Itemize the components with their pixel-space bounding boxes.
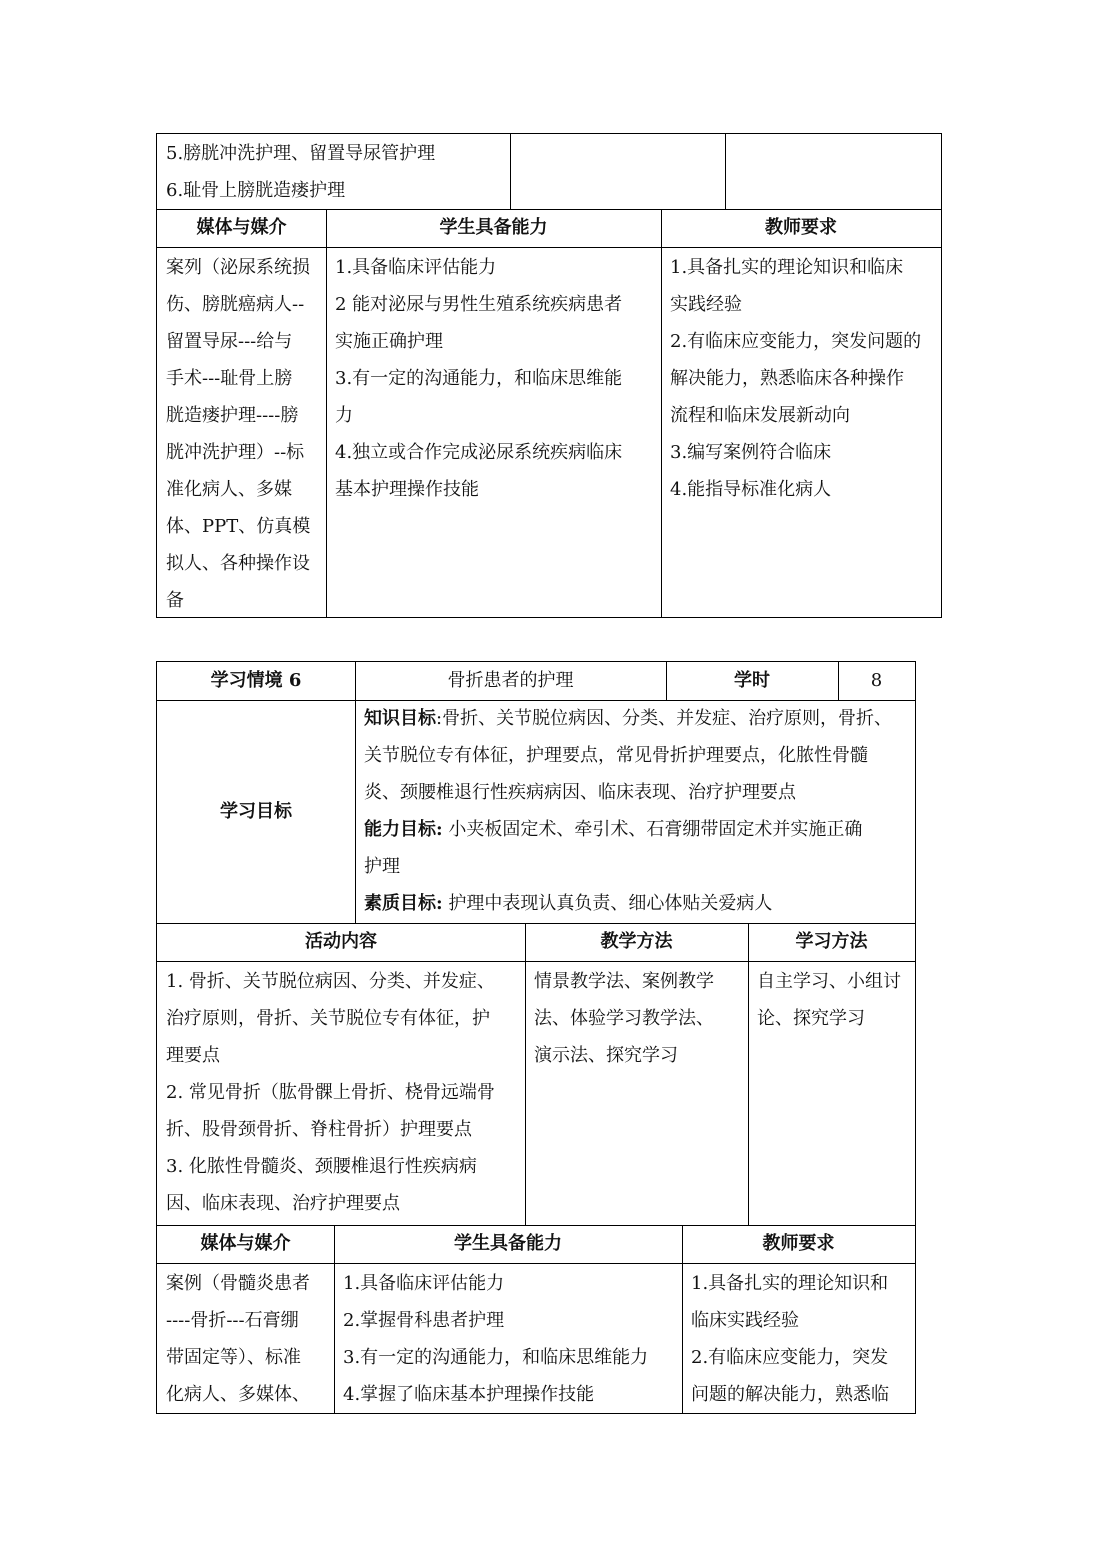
ability-goal-text: 护理	[364, 856, 400, 877]
ability-line: 3.有一定的沟通能力，和临床思维能	[335, 368, 623, 389]
teacher-line: 问题的解决能力，熟悉临	[691, 1384, 889, 1405]
ability-cell	[334, 1263, 682, 1413]
media-line: 化病人、多媒体、	[166, 1384, 310, 1405]
ability-line: 力	[335, 405, 353, 426]
learning-line: 论、探究学习	[757, 1008, 865, 1029]
header-learning-method: 学习方法	[795, 931, 868, 952]
top-content-cell	[157, 134, 510, 209]
ability-line: 实施正确护理	[335, 331, 443, 352]
media-line: 备	[166, 590, 184, 611]
activity-line: 3. 化脓性骨髓炎、颈腰椎退行性疾病病	[166, 1156, 477, 1177]
media-line: 体、PPT、仿真模	[166, 516, 311, 537]
table-2	[156, 661, 916, 1414]
teacher-cell	[682, 1263, 915, 1413]
ability-line: 2.掌握骨科患者护理	[343, 1310, 505, 1331]
knowledge-goal-text: 关节脱位专有体征，护理要点，常见骨折护理要点，化脓性骨髓	[364, 745, 868, 766]
learning-line: 自主学习、小组讨	[757, 971, 901, 992]
header-teacher: 教师要求	[762, 1233, 835, 1254]
media-line: 留置导尿---给与	[166, 331, 293, 352]
knowledge-goal-text: 炎、颈腰椎退行性疾病病因、临床表现、治疗护理要点	[364, 782, 796, 803]
goals-label: 学习目标	[220, 801, 292, 822]
quality-goal-label: 素质目标:	[364, 893, 443, 914]
goals-cell	[355, 700, 915, 923]
ability-line: 3.有一定的沟通能力，和临床思维能力	[343, 1347, 649, 1368]
situation-title: 骨折患者的护理	[447, 670, 574, 691]
teaching-method-cell	[525, 961, 748, 1225]
quality-goal-text: 护理中表现认真负责、细心体贴关爱病人	[442, 893, 773, 914]
teacher-line: 临床实践经验	[691, 1310, 799, 1331]
knowledge-goal-text: :骨折、关节脱位病因、分类、并发症、治疗原则，骨折、	[436, 708, 893, 729]
header-media: 媒体与媒介	[200, 1233, 291, 1254]
media-line: 胱造瘘护理----膀	[166, 405, 299, 426]
teacher-line: 3.编写案例符合临床	[670, 442, 832, 463]
media-line: 胱冲洗护理）--标	[166, 442, 305, 463]
teaching-line: 法、体验学习教学法、	[534, 1008, 714, 1029]
ability-goal-text: 小夹板固定术、牵引术、石膏绷带固定术并实施正确	[442, 819, 863, 840]
ability-line: 4.独立或合作完成泌尿系统疾病临床	[335, 442, 623, 463]
media-line: 准化病人、多媒	[166, 479, 292, 500]
activity-line: 折、股骨颈骨折、脊柱骨折）护理要点	[166, 1119, 472, 1140]
activity-line: 因、临床表现、治疗护理要点	[166, 1193, 400, 1214]
media-line: 案列（泌尿系统损	[166, 257, 310, 278]
header-activity: 活动内容	[305, 931, 377, 952]
teacher-line: 2.有临床应变能力，突发	[691, 1347, 889, 1368]
top-line: 6.耻骨上膀胱造瘘护理	[166, 180, 346, 201]
activity-cell	[157, 961, 525, 1225]
media-line: 手术---耻骨上膀	[166, 368, 293, 389]
hours-value: 8	[870, 670, 883, 691]
ability-line: 2 能对泌尿与男性生殖系统疾病患者	[335, 294, 623, 315]
ability-line: 4.掌握了临床基本护理操作技能	[343, 1384, 595, 1405]
media-cell	[157, 247, 326, 617]
teacher-line: 1.具备扎实的理论知识和临床	[670, 257, 904, 278]
header-ability: 学生具备能力	[439, 217, 548, 238]
learning-method-cell	[748, 961, 915, 1225]
activity-line: 1. 骨折、关节脱位病因、分类、并发症、	[166, 971, 495, 992]
teacher-line: 1.具备扎实的理论知识和	[691, 1273, 889, 1294]
hours-label: 学时	[734, 670, 770, 691]
ability-line: 1.具备临床评估能力	[343, 1273, 505, 1294]
activity-line: 理要点	[166, 1045, 220, 1066]
media-line: ----骨折---石膏绷	[166, 1310, 299, 1331]
teaching-line: 演示法、探究学习	[534, 1045, 678, 1066]
media-cell	[157, 1263, 334, 1413]
media-line: 带固定等）、标准	[166, 1347, 301, 1368]
activity-line: 治疗原则，骨折、关节脱位专有体征，护	[166, 1008, 490, 1029]
ability-line: 基本护理操作技能	[335, 479, 479, 500]
header-media: 媒体与媒介	[196, 217, 287, 238]
empty-cell	[510, 134, 725, 209]
header-teaching-method: 教学方法	[600, 931, 673, 952]
ability-goal-label: 能力目标:	[364, 819, 443, 840]
ability-cell	[326, 247, 661, 617]
teacher-line: 2.有临床应变能力，突发问题的	[670, 331, 922, 352]
teacher-cell	[661, 247, 941, 617]
teacher-line: 实践经验	[670, 294, 742, 315]
teacher-line: 4.能指导标准化病人	[670, 479, 832, 500]
situation-label: 学习情境 6	[210, 670, 302, 691]
teaching-line: 情景教学法、案例教学	[534, 971, 714, 992]
media-line: 案例（骨髓炎患者	[166, 1273, 310, 1294]
header-ability: 学生具备能力	[454, 1233, 562, 1254]
ability-line: 1.具备临床评估能力	[335, 257, 497, 278]
media-line: 拟人、各种操作设	[166, 553, 310, 574]
empty-cell	[725, 134, 941, 209]
activity-line: 2. 常见骨折（肱骨髁上骨折、桡骨远端骨	[166, 1082, 495, 1103]
knowledge-goal-label: 知识目标	[364, 708, 436, 729]
header-teacher: 教师要求	[765, 217, 837, 238]
teacher-line: 流程和临床发展新动向	[670, 405, 850, 426]
top-line: 5.膀胱冲洗护理、留置导尿管护理	[166, 143, 436, 164]
teacher-line: 解决能力，熟悉临床各种操作	[670, 368, 904, 389]
table-1	[156, 133, 942, 618]
media-line: 伤、膀胱癌病人--	[166, 294, 305, 315]
